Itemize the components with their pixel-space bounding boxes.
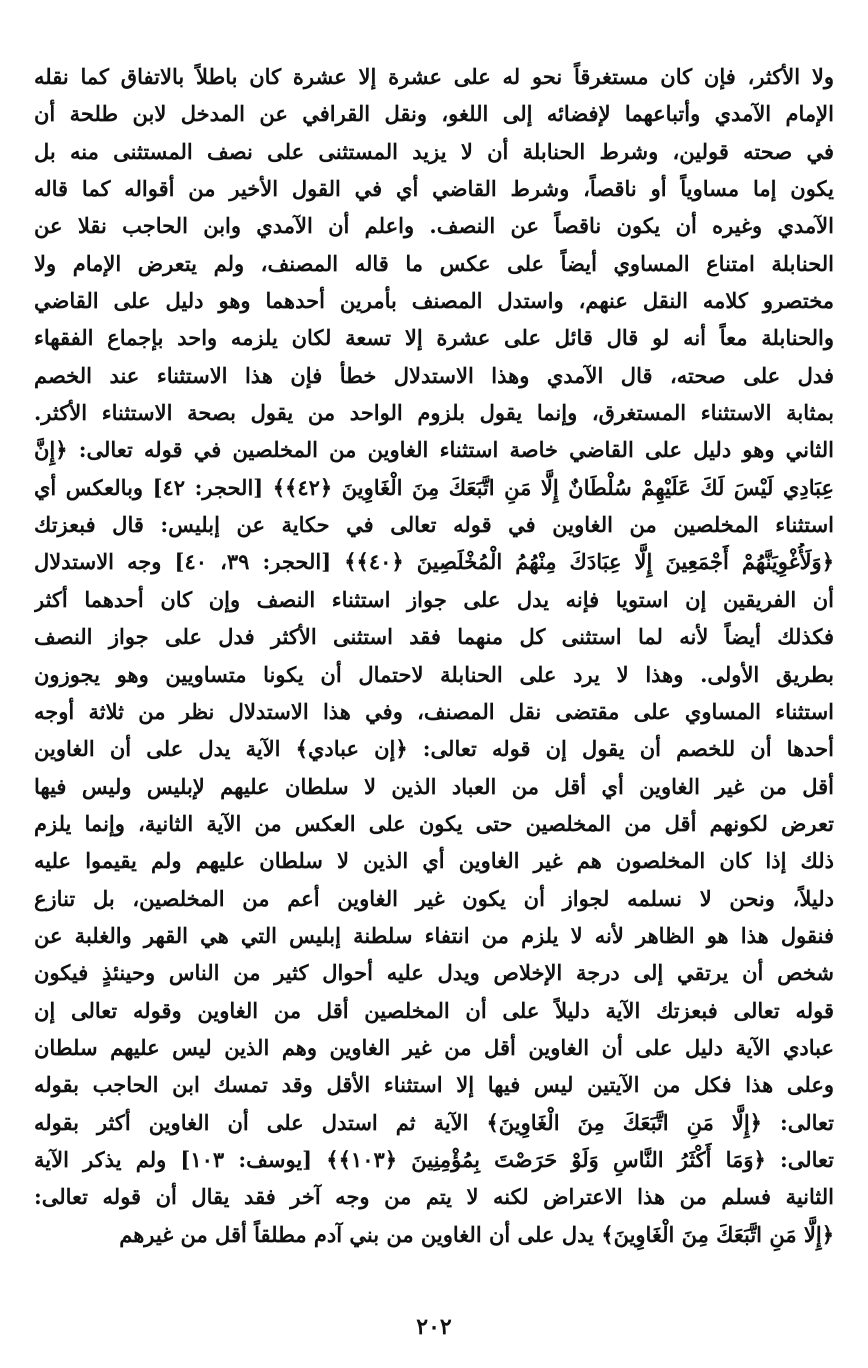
text-line: ولا الأكثر، فإن كان مستغرقاً نحو له على عشرة إلا عشرة كان باطلاً بالاتفاق كما نقله [34,64,834,89]
text-line: قوله تعالى فبعزتك الآية دليلاً على أن المخلصين أقل من الغاوين وقوله تعالى إن [34,997,834,1023]
text-line: فنقول هذا هو الظاهر لأنه لا يلزم من انتفاء سلطنة إبليس التي هي القهر والغلبة عن [34,922,834,948]
text-line: وعلى هذا فكل من الآيتين ليس فيها إلا استثناء الأقل وقد تمسك ابن الحاجب بقوله [34,1072,834,1098]
page-number: ٢٠٢ [416,1314,452,1340]
text-line: تعرض لكونهم أقل من المخلصين حتى يكون على العكس من الآية الثانية، وإنما يلزم [34,810,834,836]
text-line: شخص أن يرتقي إلى درجة الإخلاص ويدل عليه أحوال كثير من الناس وحينئذٍ فيكون [34,960,834,986]
text-line: بمثابة الاستثناء المستغرق، وإنما يقول بلزوم الواحد من يقول بصحة الاستثناء الأكثر. [34,400,834,426]
text-line: أحدها أن للخصم أن يقول إن قوله تعالى: ﴿إن عبادي﴾ الآية يدل على أن الغاوين [34,736,834,762]
page-text-body [34,58,834,1253]
text-line: والحنابلة معاً أنه لو قال قائل على عشرة إلا تسعة لكان يلزمه واحد بإجماع الفقهاء [34,325,834,351]
text-line: عِبَادِي لَيْسَ لَكَ عَلَيْهِمْ سُلْطَانٌ إِلَّا مَنِ اتَّبَعَكَ مِنَ الْغَاوِينَ ﴿٤٢﴾﴾ [الحجر: ٤٢] وبالعكس أي [34,474,834,500]
text-line: فدل على صحته، قال الآمدي وهذا الاستدلال خطأ فإن هذا الاستثناء عند الخصم [34,362,834,388]
text-line: ﴿إِلَّا مَنِ اتَّبَعَكَ مِنَ الْغَاوِينَ﴾ يدل على أن الغاوين من بني آدم مطلقاً أقل من غيرهم [119,1221,834,1247]
text-line: الإمام الآمدي وأتباعهما لإفضائه إلى اللغو، ونقل القرافي عن المدخل لابن طلحة أن [34,101,834,127]
text-line: تعالى: ﴿إِلَّا مَنِ اتَّبَعَكَ مِنَ الْغَاوِينَ﴾ الآية ثم استدل على أن الغاوين أكثر بقوله [34,1109,834,1135]
text-line: دليلاً، ونحن لا نسلمه لجواز أن يكون غير الغاوين أعم من المخلصين، بل تنازع [34,885,834,911]
text-line: مختصرو كلامه النقل عنهم، واستدل المصنف بأمرين أحدهما وهو دليل على القاضي [34,288,834,314]
text-line: الحنابلة امتناع المساوي أيضاً على عكس ما قاله المصنف، ولم يتعرض الإمام ولا [34,250,834,276]
text-line: أن الفريقين إن استويا فإنه يدل على جواز استثناء النصف وإن كان أحدهما أكثر [34,586,834,612]
text-line: ﴿وَلَأُغْوِيَنَّهُمْ أَجْمَعِينَ إِلَّا عِبَادَكَ مِنْهُمُ الْمُخْلَصِينَ ﴿٤٠﴾﴾ [الحجر: ٣٩، ٤٠] وجه الاستدلال [34,549,834,575]
text-line: الآمدي وغيره أن يكون ناقصاً عن النصف. واعلم أن الآمدي وابن الحاجب نقلا عن [34,213,834,239]
text-line: فكذلك أيضاً لأنه لما استثنى كل منهما فقد استثنى الأكثر فدل على جواز النصف [34,624,834,650]
text-line: يكون إما مساوياً أو ناقصاً، وشرط القاضي أي في القول الأخير من أقواله كما قاله [34,176,834,202]
text-line: في صحته قولين، وشرط الحنابلة أن لا يزيد المستثنى على نصف المستثنى منه بل [34,138,834,164]
text-line: عبادي الآية دليل على أن الغاوين أقل من غير الغاوين وهم الذين ليس عليهم سلطان [34,1034,834,1060]
text-line: استثناء المخلصين من الغاوين في قوله تعالى في حكاية عن إبليس: قال فبعزتك [34,512,834,538]
text-line: تعالى: ﴿وَمَا أَكْثَرُ النَّاسِ وَلَوْ حَرَصْتَ بِمُؤْمِنِينَ ﴿١٠٣﴾﴾ [يوسف: ١٠٣] ولم يذكر الآية [34,1146,834,1172]
text-line: بطريق الأولى. وهذا لا يرد على الحنابلة لاحتمال أن يكونا متساويين وهو يجوزون [34,661,834,687]
text-line: الثانية فسلم من هذا الاعتراض لكنه لا يتم من وجه آخر فقد يقال أن قوله تعالى: [34,1184,834,1210]
text-line: ذلك إذا كان المخلصون هم غير الغاوين أي الذين لا سلطان عليهم ولم يقيموا عليه [34,848,834,874]
text-line: استثناء المساوي على مقتضى نقل المصنف، وفي هذا الاستدلال نظر من ثلاثة أوجه [34,698,834,724]
text-line: الثاني وهو دليل على القاضي خاصة استثناء الغاوين من المخلصين في قوله تعالى: ﴿إِنَّ [34,437,834,463]
text-line: أقل من غير الغاوين أي أقل من العباد الذين لا سلطان عليهم لإبليس وليس فيها [34,773,834,799]
